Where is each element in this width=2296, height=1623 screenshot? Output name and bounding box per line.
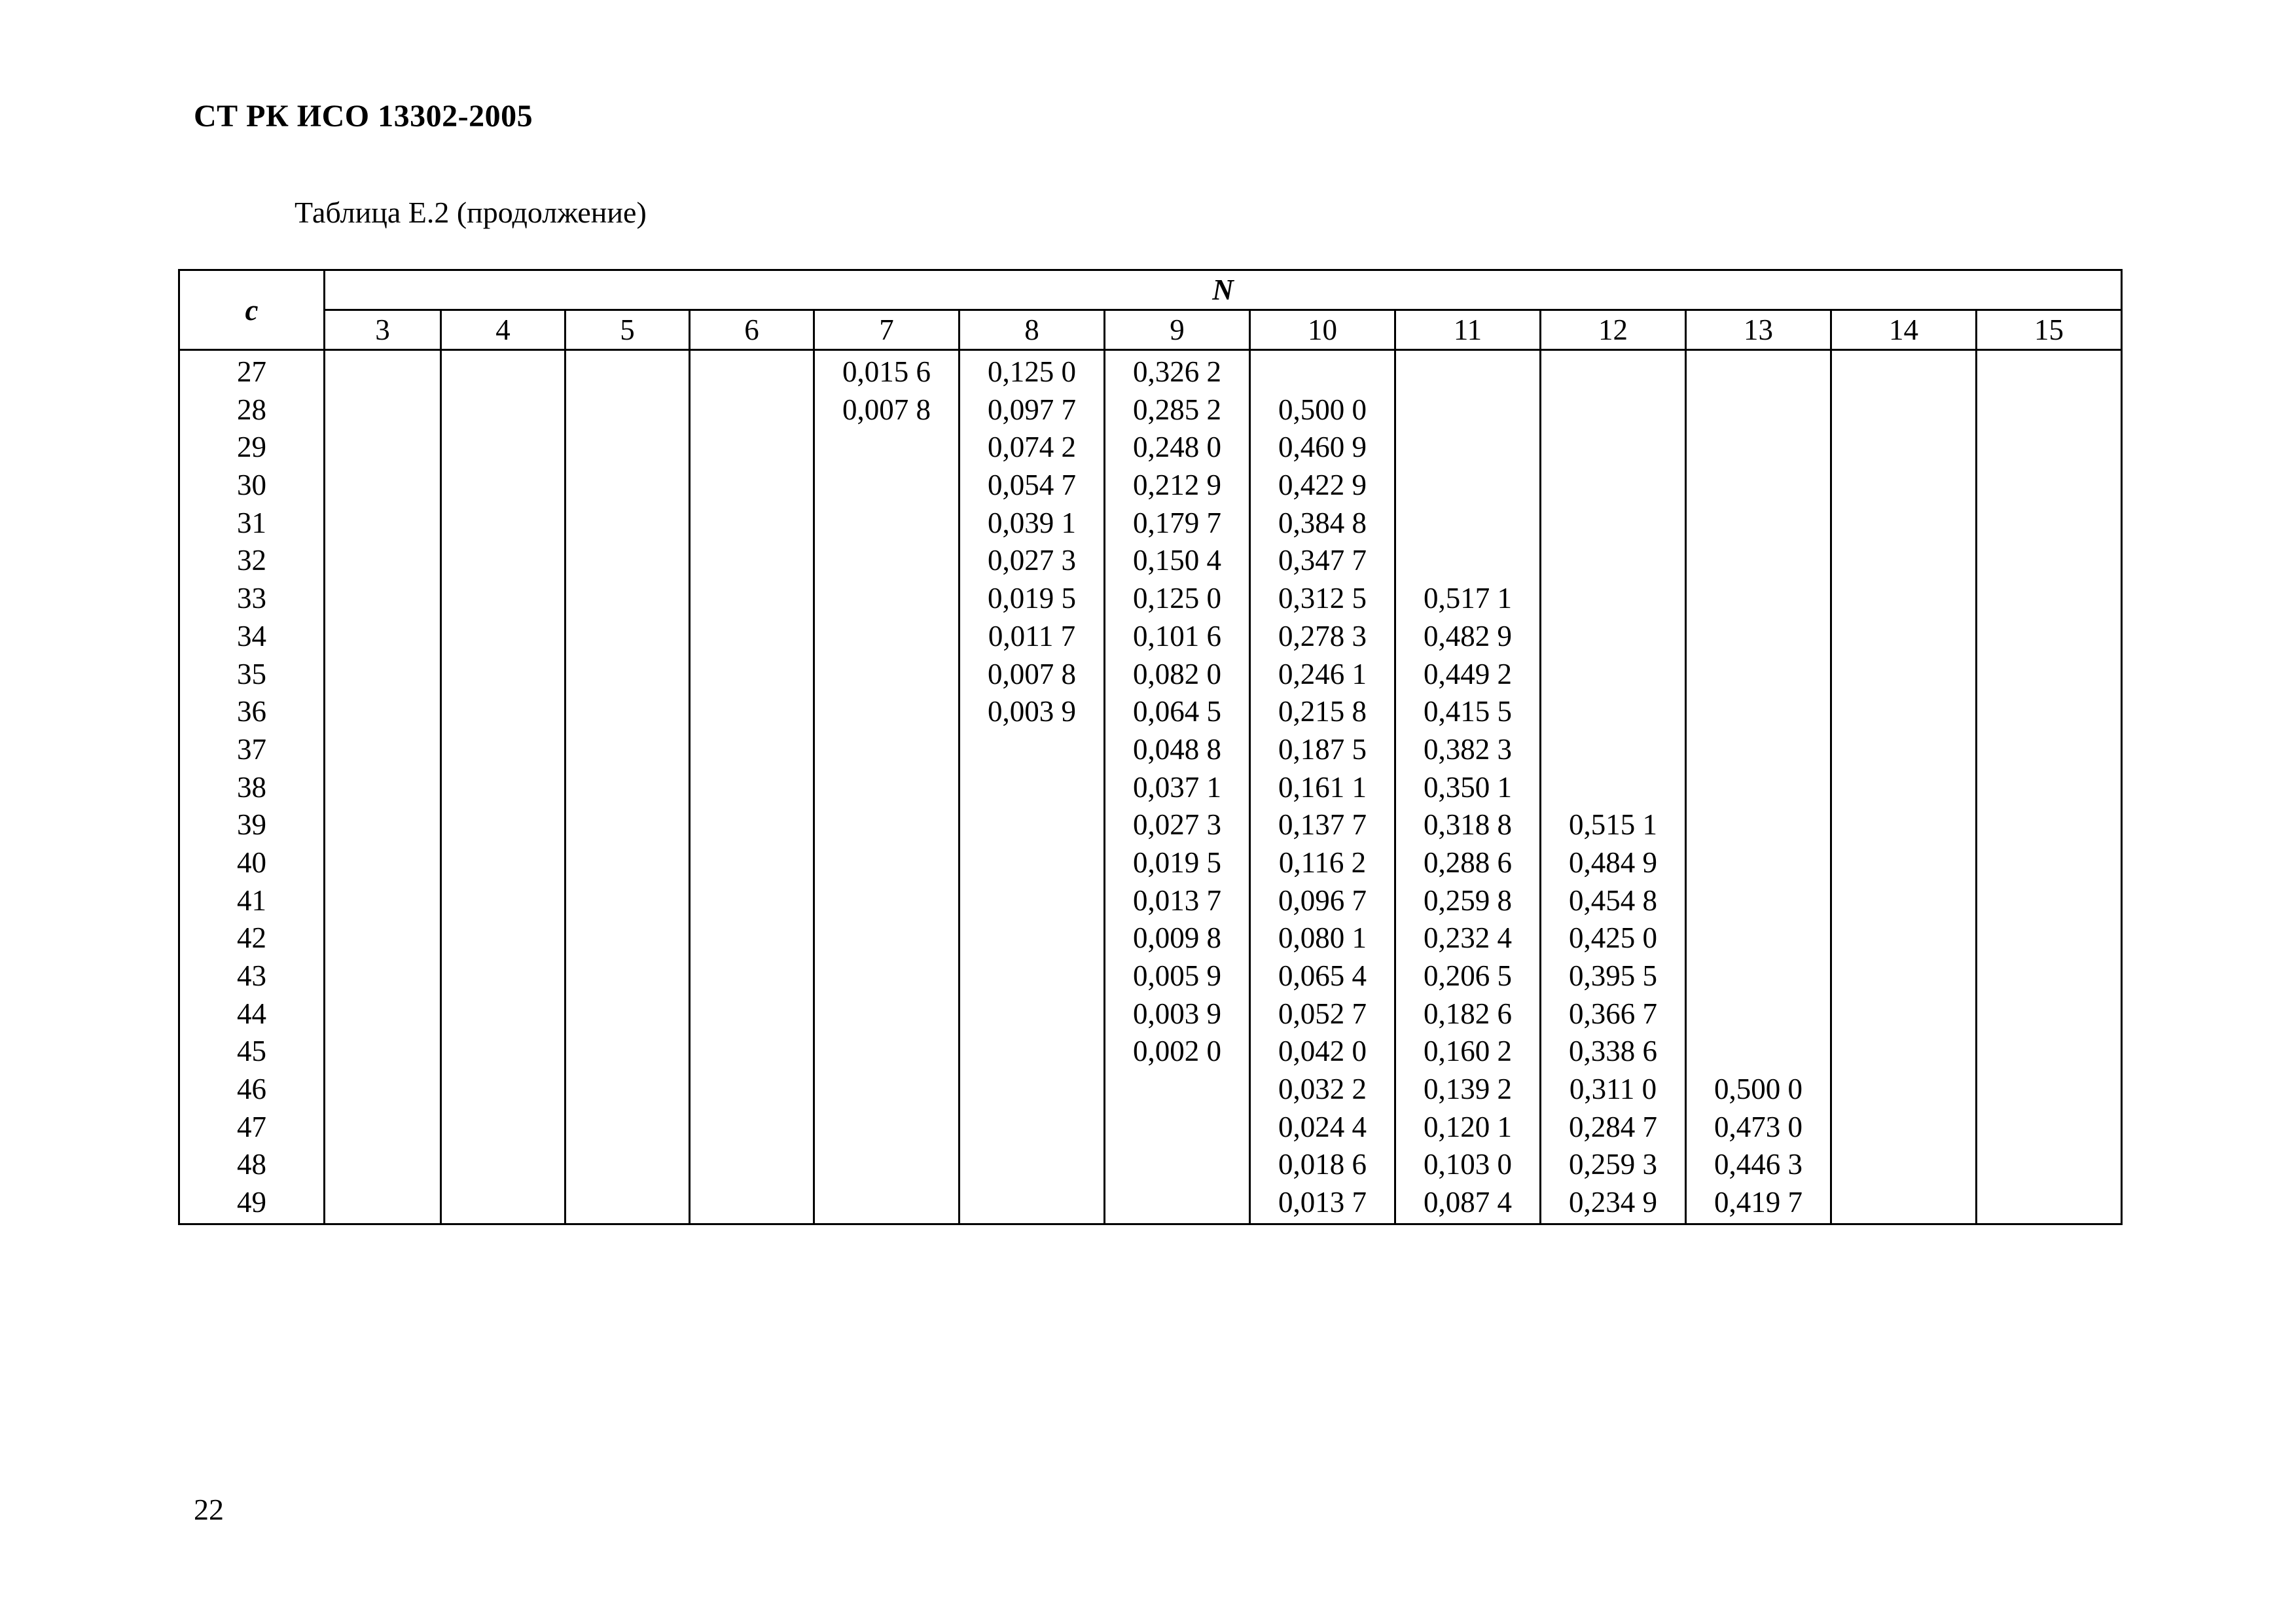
value-cell: 0,009 8 bbox=[1133, 921, 1221, 955]
value-cell: 0,473 0 bbox=[1714, 1110, 1803, 1143]
value-cell: 0,007 8 bbox=[842, 393, 931, 426]
column-n-13 bbox=[1686, 350, 1831, 1224]
value-cell: 0,215 8 bbox=[1278, 695, 1367, 728]
c-value-cell: 27 bbox=[237, 355, 266, 388]
value-cell: 0,312 5 bbox=[1278, 582, 1367, 615]
column-n-11 bbox=[1395, 350, 1541, 1224]
value-cell bbox=[1396, 429, 1539, 467]
value-cell: 0,422 9 bbox=[1278, 469, 1367, 502]
value-cell: 0,015 6 bbox=[842, 355, 931, 388]
value-cell: 0,500 0 bbox=[1278, 393, 1367, 426]
column-header-12: 12 bbox=[1541, 310, 1686, 350]
value-cell: 0,116 2 bbox=[1278, 846, 1367, 879]
value-cell: 0,460 9 bbox=[1278, 431, 1367, 464]
column-c-values bbox=[179, 350, 325, 1224]
data-table-container bbox=[178, 269, 2123, 1225]
c-value-cell: 28 bbox=[237, 393, 266, 426]
value-cell: 0,039 1 bbox=[988, 506, 1076, 539]
value-cell bbox=[1687, 957, 1830, 995]
c-value-cell: 38 bbox=[237, 770, 266, 804]
value-cell: 0,002 0 bbox=[1133, 1035, 1221, 1068]
column-n-4 bbox=[441, 350, 565, 1224]
value-cell: 0,080 1 bbox=[1278, 921, 1367, 955]
header-row-group bbox=[179, 270, 2122, 310]
column-header-8: 8 bbox=[960, 310, 1105, 350]
value-cell: 0,311 0 bbox=[1569, 1073, 1657, 1106]
c-value-cell: 29 bbox=[237, 431, 266, 464]
value-cell: 0,246 1 bbox=[1278, 657, 1367, 690]
column-header-3: 3 bbox=[325, 310, 441, 350]
value-cell bbox=[1541, 429, 1685, 467]
value-cell: 0,005 9 bbox=[1133, 959, 1221, 992]
column-n-14 bbox=[1831, 350, 1977, 1224]
value-cell: 0,018 6 bbox=[1278, 1148, 1367, 1181]
value-cell bbox=[1541, 656, 1685, 694]
value-cell: 0,366 7 bbox=[1569, 997, 1657, 1030]
value-cell: 0,007 8 bbox=[988, 657, 1076, 690]
value-cell bbox=[1687, 844, 1830, 882]
value-cell: 0,382 3 bbox=[1424, 732, 1512, 766]
value-cell: 0,350 1 bbox=[1424, 770, 1512, 804]
value-cell: 0,065 4 bbox=[1278, 959, 1367, 992]
c-value-cell: 46 bbox=[237, 1073, 266, 1106]
column-n-7 bbox=[814, 350, 960, 1224]
value-cell: 0,074 2 bbox=[988, 431, 1076, 464]
group-header-n: N bbox=[325, 270, 2122, 310]
column-header-4: 4 bbox=[441, 310, 565, 350]
value-cell: 0,384 8 bbox=[1278, 506, 1367, 539]
c-value-cell: 32 bbox=[237, 544, 266, 577]
value-cell: 0,125 0 bbox=[1133, 582, 1221, 615]
value-cell: 0,517 1 bbox=[1424, 582, 1512, 615]
c-value-cell: 44 bbox=[237, 997, 266, 1030]
value-cell bbox=[1687, 731, 1830, 769]
column-n-8 bbox=[960, 350, 1105, 1224]
column-header-row bbox=[179, 310, 2122, 350]
column-n-15 bbox=[1977, 350, 2122, 1224]
column-header-13: 13 bbox=[1686, 310, 1831, 350]
value-cell bbox=[1687, 618, 1830, 656]
column-n-5 bbox=[565, 350, 690, 1224]
value-cell: 0,515 1 bbox=[1569, 808, 1657, 842]
value-cell: 0,125 0 bbox=[988, 355, 1076, 388]
value-cell bbox=[1541, 353, 1685, 391]
value-cell bbox=[1541, 467, 1685, 505]
c-value-cell: 36 bbox=[237, 695, 266, 728]
value-cell: 0,395 5 bbox=[1569, 959, 1657, 992]
value-cell: 0,285 2 bbox=[1133, 393, 1221, 426]
value-cell: 0,003 9 bbox=[988, 695, 1076, 728]
value-cell: 0,234 9 bbox=[1569, 1186, 1657, 1219]
value-cell: 0,024 4 bbox=[1278, 1110, 1367, 1143]
c-value-cell: 45 bbox=[237, 1035, 266, 1068]
value-cell bbox=[1687, 919, 1830, 957]
value-cell: 0,087 4 bbox=[1424, 1186, 1512, 1219]
value-cell: 0,259 8 bbox=[1424, 883, 1512, 917]
value-cell bbox=[1396, 391, 1539, 429]
c-value-cell: 40 bbox=[237, 846, 266, 879]
value-cell: 0,150 4 bbox=[1133, 544, 1221, 577]
c-value-cell: 30 bbox=[237, 469, 266, 502]
c-value-cell: 35 bbox=[237, 657, 266, 690]
column-n-9 bbox=[1105, 350, 1250, 1224]
value-cell: 0,482 9 bbox=[1424, 619, 1512, 652]
value-cell: 0,013 7 bbox=[1133, 883, 1221, 917]
value-cell bbox=[1687, 882, 1830, 920]
value-cell: 0,137 7 bbox=[1278, 808, 1367, 842]
column-header-7: 7 bbox=[814, 310, 960, 350]
value-cell bbox=[1396, 353, 1539, 391]
value-cell: 0,103 0 bbox=[1424, 1148, 1512, 1181]
value-cell: 0,182 6 bbox=[1424, 997, 1512, 1030]
value-cell bbox=[1687, 656, 1830, 694]
c-value-cell: 42 bbox=[237, 921, 266, 955]
value-cell: 0,338 6 bbox=[1569, 1035, 1657, 1068]
value-cell: 0,425 0 bbox=[1569, 921, 1657, 955]
value-cell: 0,500 0 bbox=[1714, 1073, 1803, 1106]
column-header-15: 15 bbox=[1977, 310, 2122, 350]
value-cell: 0,161 1 bbox=[1278, 770, 1367, 804]
value-cell: 0,454 8 bbox=[1569, 883, 1657, 917]
value-cell bbox=[1541, 693, 1685, 731]
value-cell bbox=[1251, 353, 1394, 391]
value-cell: 0,278 3 bbox=[1278, 619, 1367, 652]
column-header-5: 5 bbox=[565, 310, 690, 350]
value-cell: 0,160 2 bbox=[1424, 1035, 1512, 1068]
value-cell: 0,054 7 bbox=[988, 469, 1076, 502]
value-cell: 0,003 9 bbox=[1133, 997, 1221, 1030]
table-body-row bbox=[179, 350, 2122, 1224]
value-cell: 0,064 5 bbox=[1133, 695, 1221, 728]
c-value-cell: 33 bbox=[237, 582, 266, 615]
c-value-cell: 47 bbox=[237, 1110, 266, 1143]
value-cell: 0,187 5 bbox=[1278, 732, 1367, 766]
column-n-3 bbox=[325, 350, 441, 1224]
value-cell: 0,212 9 bbox=[1133, 469, 1221, 502]
page-number: 22 bbox=[194, 1493, 224, 1526]
c-value-cell: 48 bbox=[237, 1148, 266, 1181]
value-cell: 0,232 4 bbox=[1424, 921, 1512, 955]
value-cell bbox=[1541, 505, 1685, 543]
value-cell: 0,101 6 bbox=[1133, 619, 1221, 652]
column-header-11: 11 bbox=[1395, 310, 1541, 350]
value-cell: 0,019 5 bbox=[988, 582, 1076, 615]
value-cell: 0,011 7 bbox=[988, 619, 1076, 652]
value-cell bbox=[1687, 806, 1830, 844]
column-header-14: 14 bbox=[1831, 310, 1977, 350]
column-header-10: 10 bbox=[1250, 310, 1395, 350]
value-cell bbox=[1541, 580, 1685, 618]
value-cell: 0,052 7 bbox=[1278, 997, 1367, 1030]
document-header: СТ РК ИСО 13302-2005 bbox=[194, 99, 533, 134]
value-cell: 0,179 7 bbox=[1133, 506, 1221, 539]
value-cell: 0,206 5 bbox=[1424, 959, 1512, 992]
c-value-cell: 37 bbox=[237, 732, 266, 766]
value-cell: 0,248 0 bbox=[1133, 431, 1221, 464]
value-cell: 0,139 2 bbox=[1424, 1073, 1512, 1106]
value-cell: 0,082 0 bbox=[1133, 657, 1221, 690]
value-cell: 0,419 7 bbox=[1714, 1186, 1803, 1219]
value-cell: 0,027 3 bbox=[988, 544, 1076, 577]
value-cell bbox=[1541, 769, 1685, 807]
value-cell bbox=[1687, 542, 1830, 580]
value-cell: 0,347 7 bbox=[1278, 544, 1367, 577]
c-value-cell: 31 bbox=[237, 506, 266, 539]
table-caption: Таблица E.2 (продолжение) bbox=[295, 196, 647, 229]
value-cell: 0,037 1 bbox=[1133, 770, 1221, 804]
value-cell bbox=[1687, 995, 1830, 1033]
value-cell bbox=[1687, 467, 1830, 505]
value-cell bbox=[1687, 505, 1830, 543]
value-cell bbox=[1396, 542, 1539, 580]
value-cell: 0,484 9 bbox=[1569, 846, 1657, 879]
value-cell: 0,096 7 bbox=[1278, 883, 1367, 917]
column-n-6 bbox=[690, 350, 814, 1224]
column-header-6: 6 bbox=[690, 310, 814, 350]
value-cell: 0,027 3 bbox=[1133, 808, 1221, 842]
data-table bbox=[178, 269, 2123, 1225]
value-cell: 0,019 5 bbox=[1133, 846, 1221, 879]
value-cell: 0,326 2 bbox=[1133, 355, 1221, 388]
value-cell bbox=[1687, 580, 1830, 618]
value-cell bbox=[1687, 769, 1830, 807]
value-cell bbox=[1687, 693, 1830, 731]
c-value-cell: 49 bbox=[237, 1186, 266, 1219]
value-cell: 0,032 2 bbox=[1278, 1073, 1367, 1106]
value-cell: 0,042 0 bbox=[1278, 1035, 1367, 1068]
column-header-9: 9 bbox=[1105, 310, 1250, 350]
c-value-cell: 43 bbox=[237, 959, 266, 992]
column-n-10 bbox=[1250, 350, 1395, 1224]
value-cell bbox=[1541, 618, 1685, 656]
value-cell: 0,288 6 bbox=[1424, 846, 1512, 879]
value-cell bbox=[1541, 542, 1685, 580]
value-cell: 0,446 3 bbox=[1714, 1148, 1803, 1181]
value-cell: 0,449 2 bbox=[1424, 657, 1512, 690]
column-n-12 bbox=[1541, 350, 1686, 1224]
value-cell bbox=[1687, 353, 1830, 391]
row-header-c: c bbox=[179, 270, 325, 350]
c-value-cell: 41 bbox=[237, 883, 266, 917]
c-value-cell: 34 bbox=[237, 619, 266, 652]
c-value-cell: 39 bbox=[237, 808, 266, 842]
value-cell: 0,097 7 bbox=[988, 393, 1076, 426]
value-cell: 0,048 8 bbox=[1133, 732, 1221, 766]
value-cell bbox=[1541, 391, 1685, 429]
value-cell bbox=[1541, 731, 1685, 769]
value-cell bbox=[1687, 391, 1830, 429]
value-cell bbox=[1396, 505, 1539, 543]
value-cell bbox=[1687, 429, 1830, 467]
value-cell: 0,415 5 bbox=[1424, 695, 1512, 728]
value-cell bbox=[1687, 1033, 1830, 1071]
value-cell: 0,013 7 bbox=[1278, 1186, 1367, 1219]
value-cell: 0,259 3 bbox=[1569, 1148, 1657, 1181]
value-cell: 0,284 7 bbox=[1569, 1110, 1657, 1143]
value-cell: 0,120 1 bbox=[1424, 1110, 1512, 1143]
value-cell: 0,318 8 bbox=[1424, 808, 1512, 842]
value-cell bbox=[1396, 467, 1539, 505]
